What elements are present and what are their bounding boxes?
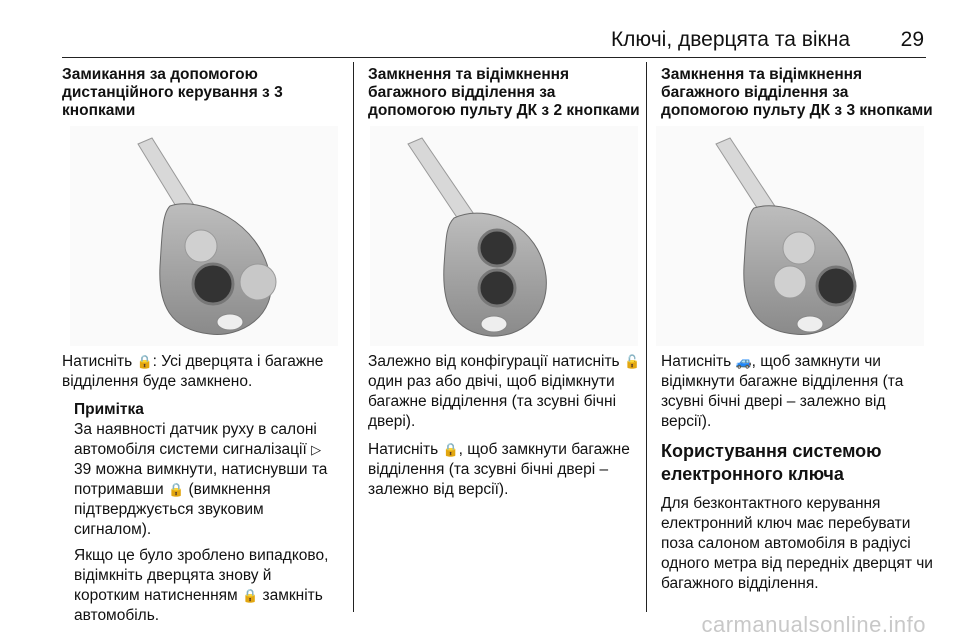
text: , щоб замкнути чи відімкнути багажне відділення (та зсувні бічні двері – залежно від версії).: [661, 353, 904, 430]
paragraph: [368, 352, 643, 432]
page-ref-icon: ▷: [311, 442, 322, 457]
column-2-body: [368, 352, 643, 500]
page-number: 29: [900, 28, 924, 51]
chapter-title: Ключі, дверцята та вікна: [610, 28, 850, 51]
section-heading: Замкнення та відімкнення багажного відділення за допомогою пульту ДК з 2 кнопками: [368, 66, 640, 119]
text: За наявності датчик руху в салоні автомобіля системи сигналізації: [74, 421, 317, 458]
paragraph: [368, 440, 643, 500]
paragraph: Для безконтактного керування електронний ключ має перебувати поза салоном автомобіля в радіусі одного метра від передніх дверцят чи багажного відділення.: [661, 495, 933, 592]
key-fob-3-button-trunk-illustration: [656, 126, 924, 346]
lock-icon: 🔒: [241, 588, 259, 603]
watermark: carmanualsonline.info: [701, 612, 926, 637]
text: , щоб замкнути багажне відділення (та зсувні бічні двері – залежно від версії).: [368, 441, 630, 498]
text: Якщо це було зроблено випадково, відімкніть дверцята знову й коротким натисненням: [74, 547, 329, 604]
column-3-body: [661, 352, 936, 594]
column-divider: [353, 62, 354, 612]
header-divider: [62, 57, 926, 58]
column-2: [368, 66, 643, 120]
lock-icon: 🔒: [167, 482, 185, 497]
column-1-body: [62, 352, 337, 626]
column-3: [661, 66, 936, 120]
column-divider: [646, 62, 647, 612]
note-text: [74, 420, 337, 540]
note-block: [74, 400, 337, 626]
lock-icon: 🔒: [136, 354, 153, 369]
text: Залежно від конфігурації натисніть: [368, 353, 624, 370]
section-heading: Замикання за допомогою дистанційного керування з 3 кнопками: [62, 66, 283, 119]
key-fob-2-button-illustration: [370, 126, 638, 346]
key-fob-3-button-figure: [70, 126, 338, 346]
section-heading: Користування системою електронного ключа: [661, 441, 882, 484]
text: Натисніть: [368, 441, 443, 458]
text: один раз або двічі, щоб відімкнути багажне відділення (та зсувні бічні двері).: [368, 373, 617, 430]
page-header: [0, 0, 960, 56]
page-ref[interactable]: 39: [74, 461, 92, 478]
paragraph: [661, 352, 936, 432]
paragraph: [62, 352, 337, 392]
text: : Усі дверцята і багажне відділення буде замкнено.: [62, 353, 324, 390]
note-text: [74, 546, 337, 626]
unlock-icon: 🔓: [623, 354, 641, 369]
text: Натисніть: [661, 353, 736, 370]
text: замкніть автомобіль.: [74, 587, 323, 624]
column-1: [62, 66, 337, 120]
text: Натисніть: [62, 353, 137, 370]
lock-icon: 🔒: [442, 442, 459, 457]
section-heading: Замкнення та відімкнення багажного відділення за допомогою пульту ДК з 3 кнопками: [661, 66, 933, 119]
note-title: Примітка: [74, 401, 144, 418]
key-fob-2-button-figure: [370, 126, 638, 346]
trunk-icon: 🚙: [735, 354, 752, 369]
text: (вимкнення підтверджується звуковим сигналом).: [74, 481, 271, 538]
key-fob-3-button-trunk-figure: [656, 126, 924, 346]
text: можна вимкнути, натиснувши та потримавши: [74, 461, 328, 498]
key-fob-3-button-illustration: [70, 126, 338, 346]
